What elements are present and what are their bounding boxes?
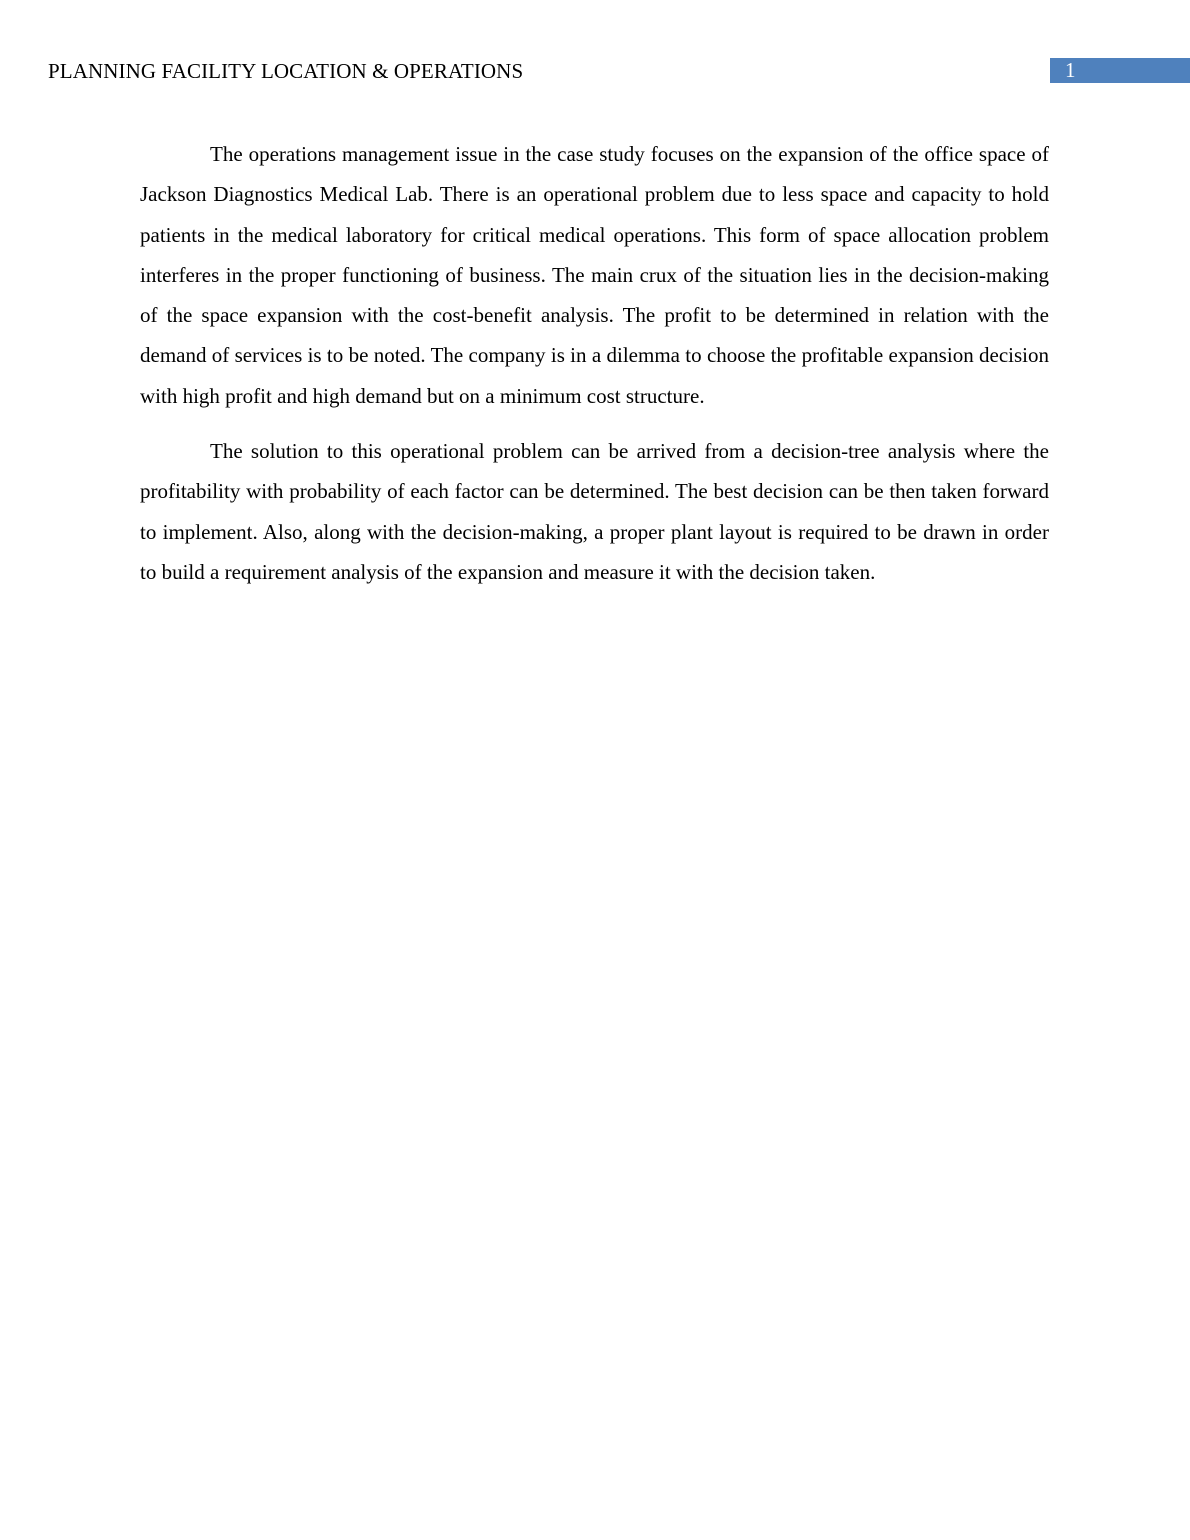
page-number-box: [1050, 58, 1190, 83]
page-number: 1: [1065, 58, 1076, 82]
running-head-title: PLANNING FACILITY LOCATION & OPERATIONS: [48, 59, 524, 83]
paragraph-problem-statement: The operations management issue in the case study focuses on the expansion of the office space of Jackson Diagnostics Medical Lab. There is an operational problem due to less space and capacity to hold patients in the medical laboratory for critical medical operations. This form of space allocation problem interferes in the proper functioning of business. The main crux of the situation lies in the decision-making of the space expansion with the cost-benefit analysis. The profit to be determined in relation with the demand of services is to be noted. The company is in a dilemma to choose the profitable expansion decision with high profit and high demand but on a minimum cost structure.: [140, 142, 1049, 408]
body-text: [140, 134, 1049, 607]
paragraph-solution: The solution to this operational problem can be arrived from a decision-tree analysis where the profitability with probability of each factor can be determined. The best decision can be then taken forward to implement. Also, along with the decision-making, a proper plant layout is required to be drawn in order to build a requirement analysis of the expansion and measure it with the decision taken.: [140, 439, 1049, 584]
